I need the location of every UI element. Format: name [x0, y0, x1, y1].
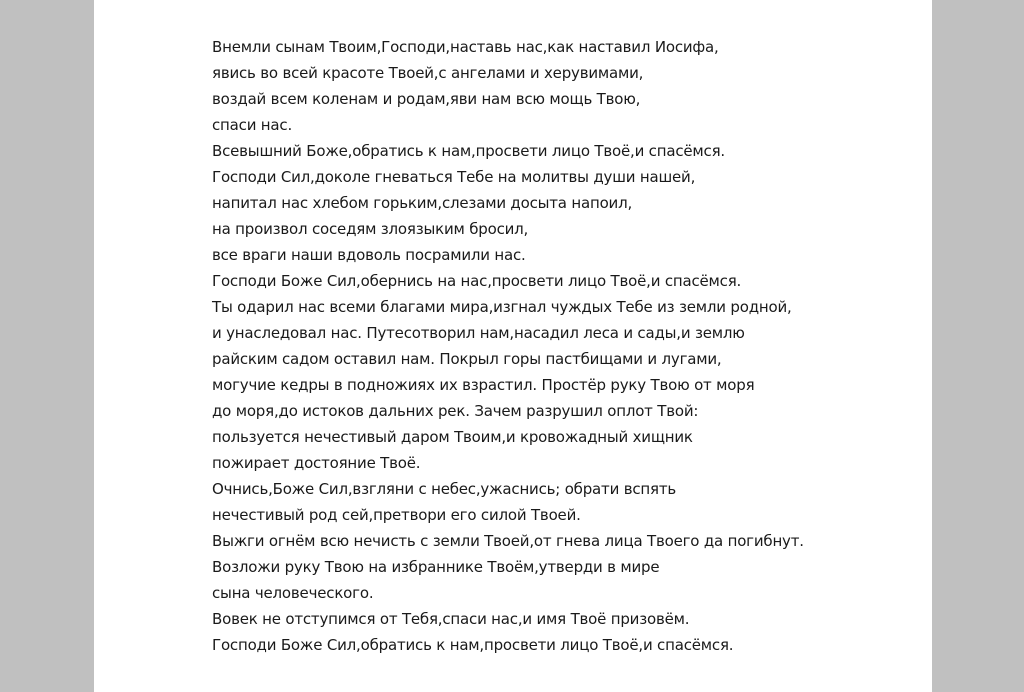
text-line: Господи Боже Сил,обратись к нам,просвети лицо Твоё,и спасёмся.: [212, 636, 734, 654]
text-line: на произвол соседям злоязыким бросил,: [212, 220, 529, 238]
text-line: нечестивый род сей,претвори его силой Твоей.: [212, 506, 581, 524]
text-line: напитал нас хлебом горьким,слезами досыта напоил,: [212, 194, 633, 212]
text-line: пожирает достояние Твоё.: [212, 454, 421, 472]
text-line: Внемли сынам Твоим,Господи,наставь нас,как наставил Иосифа,: [212, 38, 719, 56]
text-line: и унаследовал нас. Путесотворил нам,насадил леса и сады,и землю: [212, 324, 745, 342]
text-line: Господи Боже Сил,обернись на нас,просвети лицо Твоё,и спасёмся.: [212, 272, 742, 290]
text-line: райским садом оставил нам. Покрыл горы пастбищами и лугами,: [212, 350, 722, 368]
text-line: Выжги огнём всю нечисть с земли Твоей,от гнева лица Твоего да погибнут.: [212, 532, 804, 550]
text-line: Очнись,Боже Сил,взгляни с небес,ужаснись; обрати вспять: [212, 480, 676, 498]
text-line: Господи Сил,доколе гневаться Тебе на молитвы души нашей,: [212, 168, 696, 186]
text-line: спаси нас.: [212, 116, 293, 134]
text-line: могучие кедры в подножиях их взрастил. Простёр руку Твою от моря: [212, 376, 755, 394]
text-line: Вовек не отступимся от Тебя,спаси нас,и имя Твоё призовём.: [212, 610, 690, 628]
text-line: Возложи руку Твою на избраннике Твоём,утверди в мире: [212, 558, 660, 576]
text-line: Ты одарил нас всеми благами мира,изгнал чуждых Тебе из земли родной,: [212, 298, 792, 316]
text-line: воздай всем коленам и родам,яви нам всю мощь Твою,: [212, 90, 641, 108]
document-page: [94, 0, 932, 692]
text-line: все враги наши вдоволь посрамили нас.: [212, 246, 526, 264]
text-line: явись во всей красоте Твоей,с ангелами и херувимами,: [212, 64, 644, 82]
text-line: пользуется нечестивый даром Твоим,и кровожадный хищник: [212, 428, 693, 446]
text-line: Всевышний Боже,обратись к нам,просвети лицо Твоё,и спасёмся.: [212, 142, 725, 160]
poem-text: [212, 34, 912, 658]
text-line: до моря,до истоков дальних рек. Зачем разрушил оплот Твой:: [212, 402, 699, 420]
text-line: сына человеческого.: [212, 584, 374, 602]
